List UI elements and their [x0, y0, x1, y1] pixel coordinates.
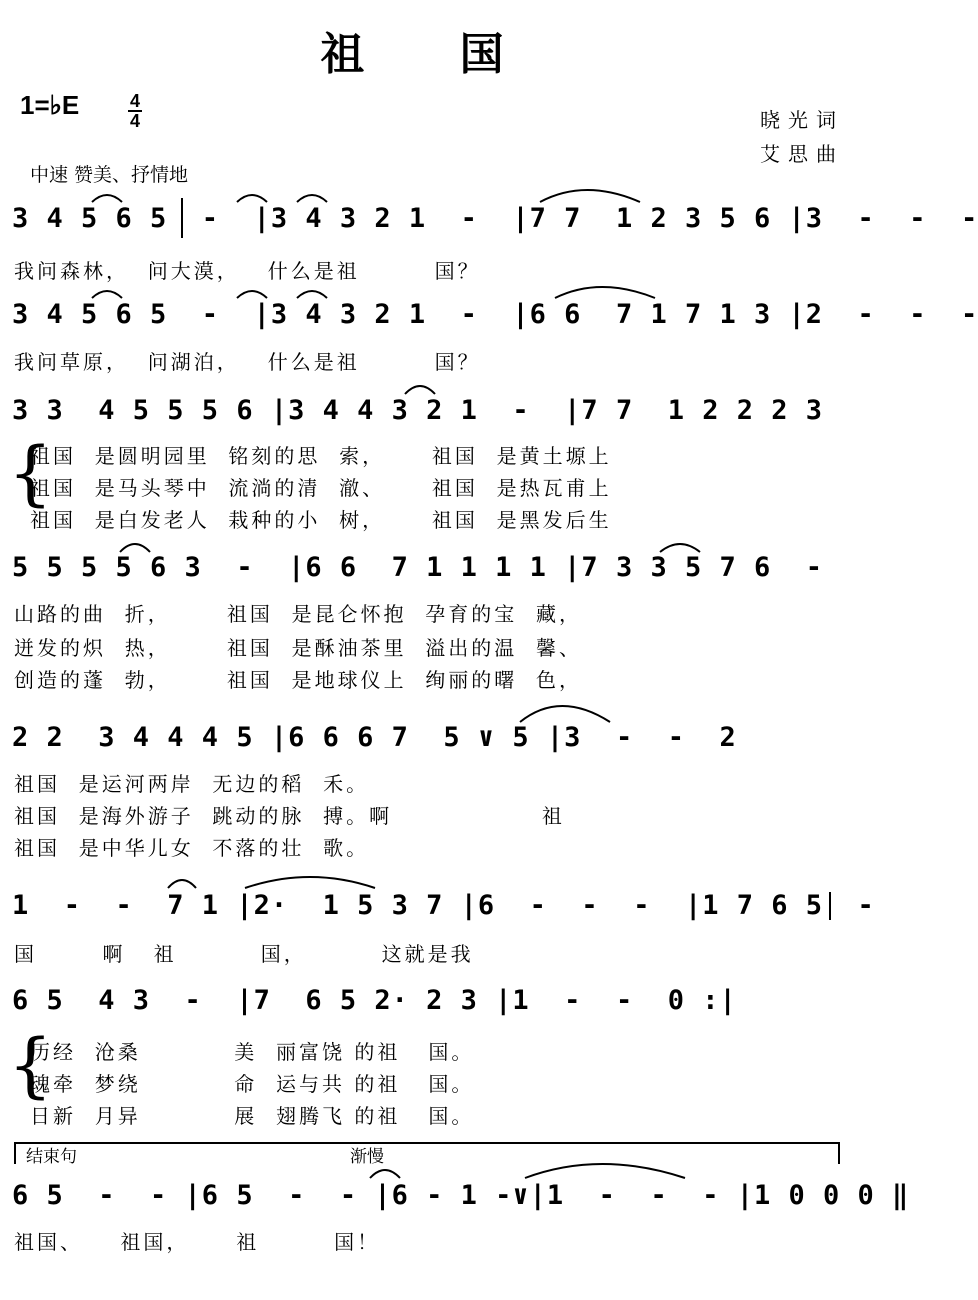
ending-label: 结束句 [26, 1147, 77, 1167]
notes-line: 3 3 4 5 5 5 6 |3 4 4 3 2 1 - |7 7 1 2 2 2 3 [12, 395, 824, 426]
lyrics-line: 我问草原， 问湖泊， 什么是祖 国？ [14, 350, 481, 374]
song-title: 祖 国 [320, 29, 544, 80]
notes-line: 3 4 5 6 5 - |3 4 3 2 1 - |6 6 7 1 7 1 3 |2 - - - [12, 299, 978, 330]
lyrics-line: 祖国 是中华儿女 不落的壮 歌。 [14, 836, 370, 860]
lyrics-line: 历经 沧桑 美 丽富饶 的祖 国。 [30, 1040, 475, 1064]
lyrics-line: 祖国 是白发老人 栽种的小 树， 祖国 是黑发后生 [30, 508, 612, 532]
lyrics-line: 祖国 是圆明园里 铭刻的思 索， 祖国 是黄土塬上 [30, 444, 612, 468]
notes-line: 5 5 5 5 6 3 - |6 6 7 1 1 1 1 |7 3 3 5 7 6 - [12, 552, 824, 583]
verse-brace: { [8, 432, 53, 514]
ritardando-label: 渐慢 [350, 1147, 384, 1167]
lyrics-line: 祖国 是马头琴中 流淌的清 澈、 祖国 是热瓦甫上 [30, 476, 612, 500]
lyrics-line: 祖国、 祖国， 祖 国！ [14, 1230, 381, 1254]
lyricist-credit: 晓光词 [760, 108, 844, 132]
lyrics-line: 我问森林， 问大漠， 什么是祖 国？ [14, 259, 481, 283]
notes-line: 2 2 3 4 4 4 5 |6 6 6 7 5 ∨ 5 |3 - - 2 [12, 722, 737, 753]
time-signature-numerator: 4 [129, 91, 140, 111]
composer-credit: 艾思曲 [760, 142, 844, 166]
lyrics-line: 创造的蓬 勃， 祖国 是地球仪上 绚丽的曙 色， [14, 668, 583, 692]
lyrics-line: 祖国 是运河两岸 无边的稻 禾。 [14, 772, 370, 796]
key-signature: 1=♭E [20, 90, 80, 120]
verse-brace: { [8, 1024, 53, 1106]
notes-line: 1 - - 7 1 |2· 1 5 3 7 |6 - - - |1 7 6 5 - [12, 890, 875, 921]
notes-line: 6 5 - - |6 5 - - |6 - 1 -∨|1 - - - |1 0 0 0 ‖ [12, 1180, 910, 1211]
lyrics-line: 迸发的炽 热， 祖国 是酥油茶里 溢出的温 馨、 [14, 636, 583, 660]
lyrics-line: 山路的曲 折， 祖国 是昆仑怀抱 孕育的宝 藏， [14, 602, 583, 626]
notes-line: 3 4 5 6 5 - |3 4 3 2 1 - |7 7 1 2 3 5 6 |3 - - - [12, 203, 978, 234]
time-signature-denominator: 4 [129, 111, 140, 131]
tempo-marking: 中速 赞美、抒情地 [30, 164, 189, 186]
lyrics-line: 祖国 是海外游子 跳动的脉 搏。啊 祖 [14, 804, 565, 828]
lyrics-line: 日新 月异 展 翅腾飞 的祖 国。 [30, 1104, 475, 1128]
lyrics-line: 魂牵 梦绕 命 运与共 的祖 国。 [30, 1072, 475, 1096]
lyrics-line: 国 啊 祖 国， 这就是我 [14, 942, 474, 966]
notes-line: 6 5 4 3 - |7 6 5 2· 2 3 |1 - - 0 :| [12, 985, 737, 1016]
